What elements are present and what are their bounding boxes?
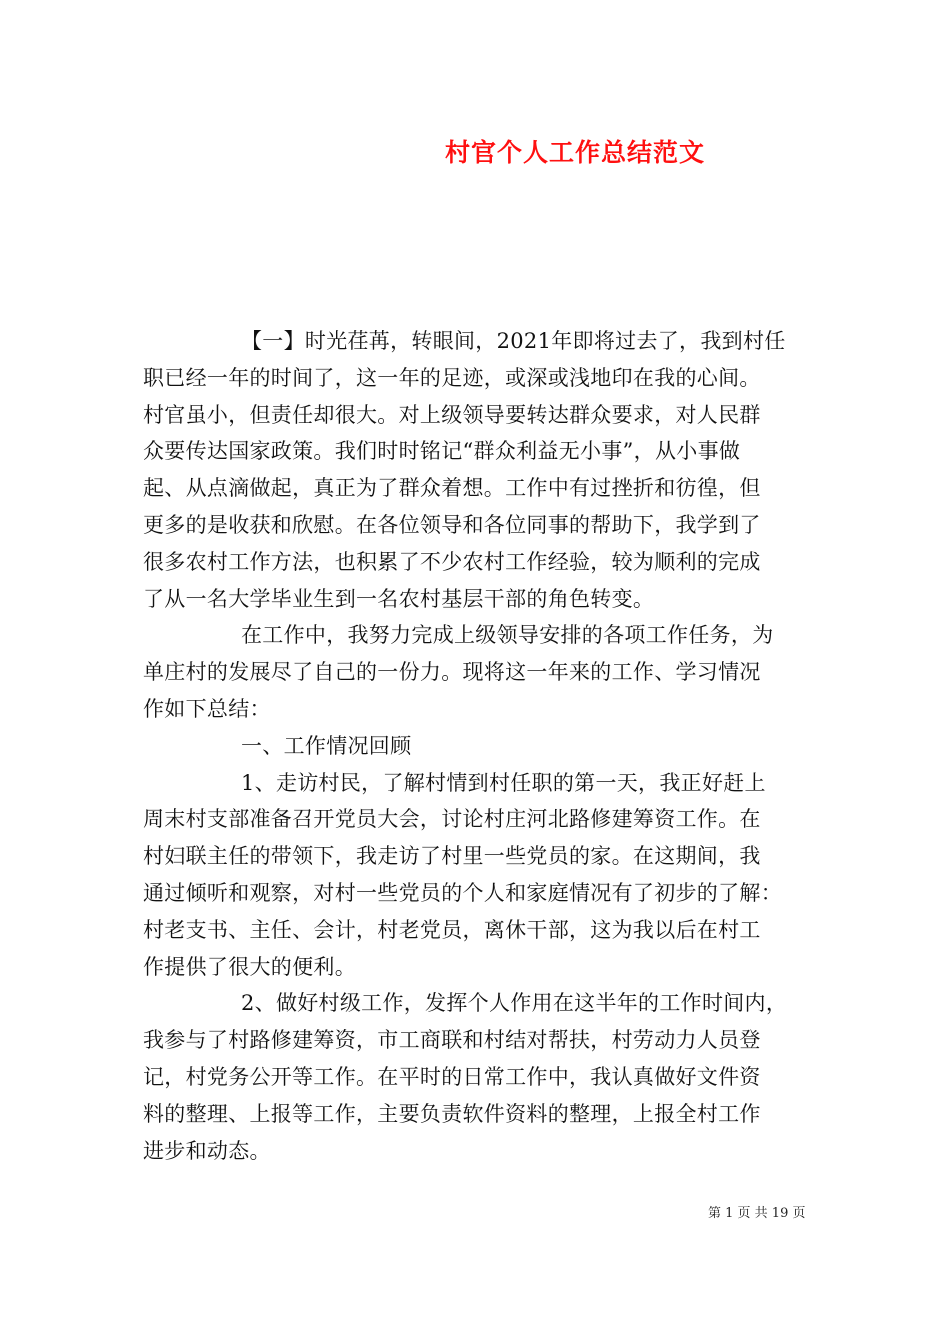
text-line: 了从一名大学毕业生到一名农村基层干部的角色转变。 (143, 586, 655, 611)
text-line: 周末村支部准备召开党员大会，讨论村庄河北路修建筹资工作。在 (143, 807, 761, 832)
text-line: 更多的是收获和欣慰。在各位领导和各位同事的帮助下，我学到了 (143, 512, 761, 537)
section-heading: 一、工作情况回顾 (241, 733, 412, 758)
text-line: 1、走访村民，了解村情到村任职的第一天，我正好赶上 (241, 770, 766, 795)
text-line: 作如下总结： (143, 696, 271, 721)
text-line: 记，村党务公开等工作。在平时的日常工作中，我认真做好文件资 (143, 1064, 761, 1089)
text-line: 2、做好村级工作，发挥个人作用在这半年的工作时间内， (241, 991, 788, 1016)
text-line: 作提供了很大的便利。 (143, 954, 356, 979)
text-line: 【一】时光荏苒，转眼间，2021年即将过去了，我到村任 (241, 329, 786, 353)
text-line: 很多农村工作方法，也积累了不少农村工作经验，较为顺利的完成 (143, 549, 761, 574)
text-line: 职已经一年的时间了，这一年的足迹，或深或浅地印在我的心间。 (143, 365, 761, 390)
document-body (143, 323, 811, 1169)
text-line: 进步和动态。 (143, 1138, 271, 1163)
text-line: 单庄村的发展尽了自己的一份力。现将这一年来的工作、学习情况 (143, 660, 761, 685)
text-line: 在工作中，我努力完成上级领导安排的各项工作任务，为 (241, 623, 774, 648)
text-line: 众要传达国家政策。我们时时铭记“群众利益无小事”，从小事做 (143, 439, 741, 464)
text-line: 起、从点滴做起，真正为了群众着想。工作中有过挫折和彷徨，但 (143, 476, 761, 501)
text-line: 我参与了村路修建筹资，市工商联和村结对帮扶，村劳动力人员登 (143, 1028, 761, 1053)
text-line: 村妇联主任的带领下，我走访了村里一些党员的家。在这期间，我 (143, 844, 761, 869)
document-title: 村官个人工作总结范文 (445, 138, 706, 167)
text-line: 村老支书、主任、会计，村老党员，离休干部，这为我以后在村工 (143, 917, 761, 942)
text-line: 料的整理、上报等工作，主要负责软件资料的整理，上报全村工作 (143, 1101, 761, 1126)
text-line: 村官虽小，但责任却很大。对上级领导要转达群众要求，对人民群 (143, 402, 761, 427)
text-line: 通过倾听和观察，对村一些党员的个人和家庭情况有了初步的了解： (143, 880, 782, 905)
page-number-footer: 第 1 页 共 19 页 (708, 1206, 806, 1221)
